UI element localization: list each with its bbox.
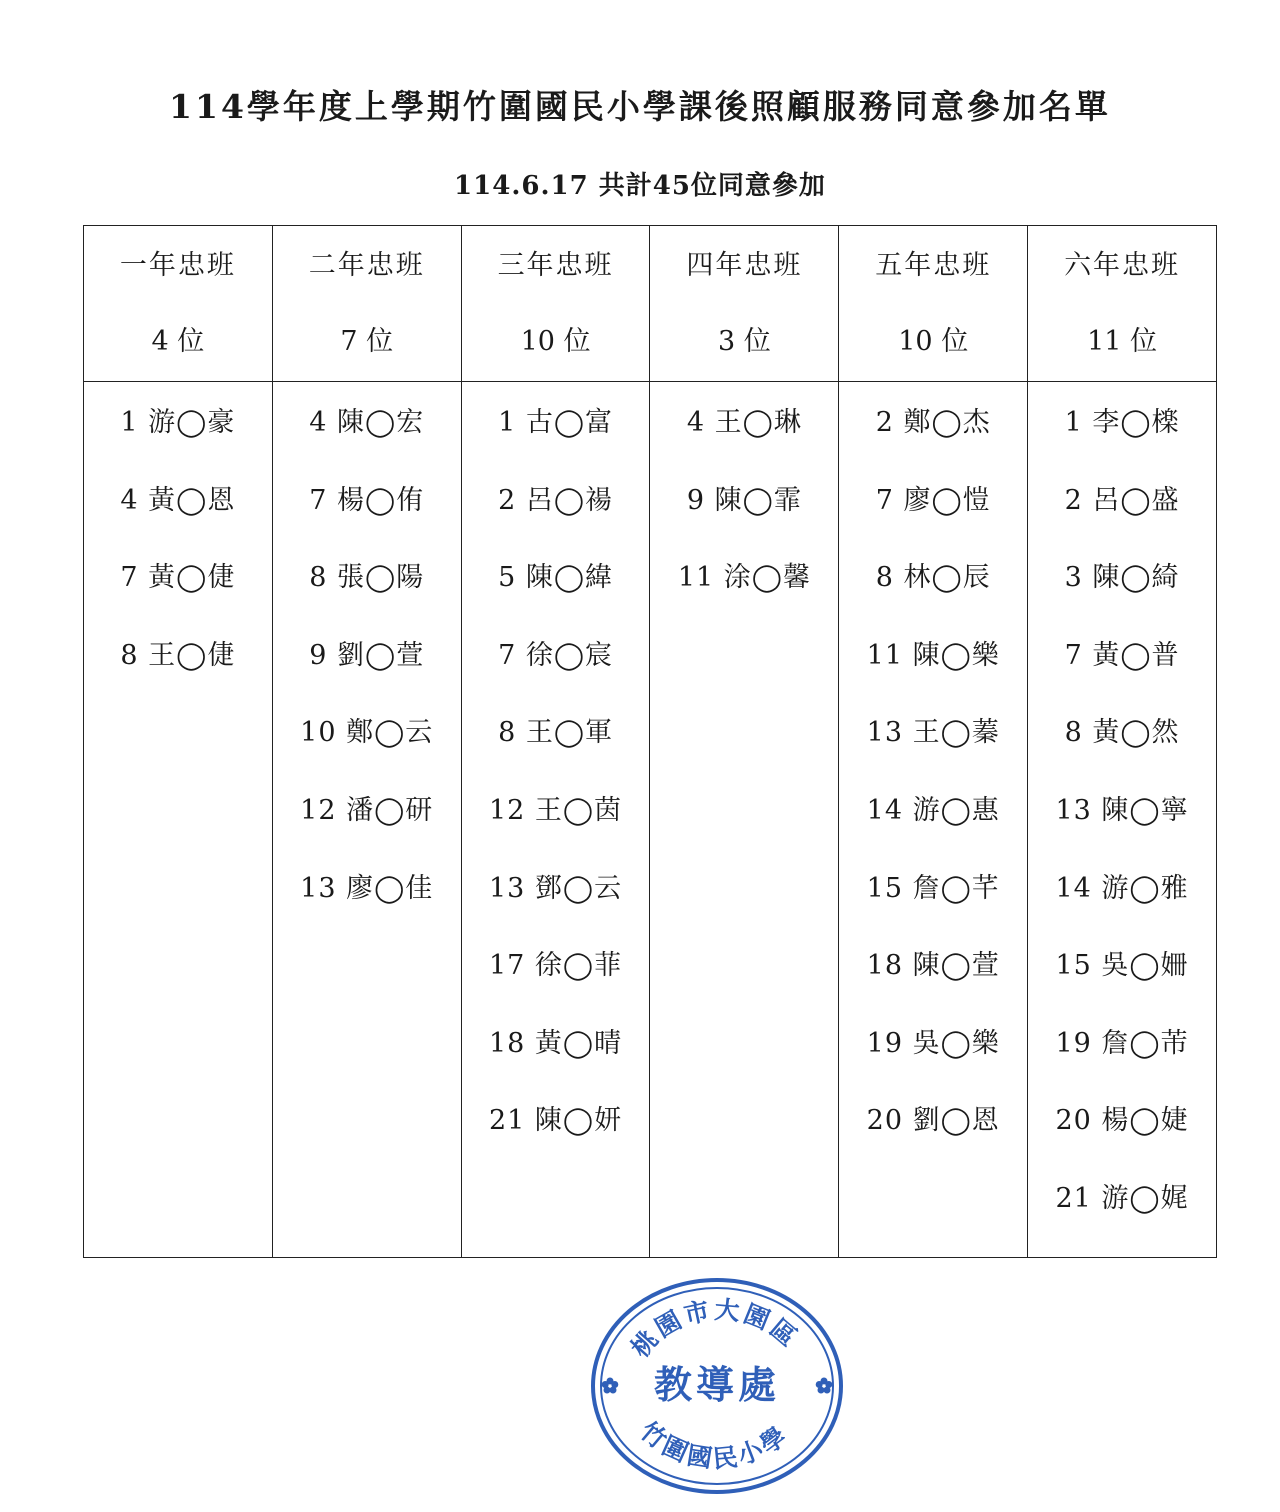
student-entry: 1 游◯豪 [120, 407, 236, 438]
student-entry: 13 王◯蓁 [866, 717, 1000, 749]
student-entry: 12 潘◯研 [300, 794, 434, 826]
student-entry: 7 黃◯普 [1064, 639, 1180, 671]
student-entry: 21 游◯娓 [1055, 1182, 1189, 1214]
class-header-4 [650, 226, 839, 382]
student-entry: 19 吳◯樂 [866, 1027, 1000, 1059]
plum-blossom-icon [602, 1378, 619, 1394]
plum-blossom-icon [816, 1378, 833, 1394]
roster-body-row [84, 382, 1217, 1258]
student-entry: 7 楊◯侑 [309, 484, 425, 516]
student-entry: 8 王◯軍 [498, 717, 614, 749]
student-entry: 2 呂◯禓 [498, 484, 614, 516]
student-list [273, 382, 461, 946]
student-entry: 8 張◯陽 [309, 562, 425, 594]
student-entry: 3 陳◯綺 [1064, 562, 1180, 594]
document-subtitle: 114.6.17 共計45位同意參加 [454, 171, 826, 201]
class-header-1 [84, 226, 273, 382]
student-entry: 20 劉◯恩 [866, 1105, 1000, 1137]
class-students-4 [650, 382, 839, 1258]
student-entry: 13 廖◯佳 [300, 872, 434, 904]
student-entry: 5 陳◯緯 [498, 562, 614, 594]
student-entry: 15 詹◯芊 [866, 872, 1000, 904]
class-students-5 [839, 382, 1028, 1258]
student-list [462, 382, 650, 1179]
student-entry: 2 呂◯盛 [1064, 484, 1180, 516]
student-entry: 11 涂◯馨 [677, 562, 811, 594]
seal-center-text: 教導處 [653, 1362, 781, 1407]
class-name: 二年忠班 [308, 250, 425, 281]
class-name: 六年忠班 [1064, 250, 1181, 281]
class-students-6 [1028, 382, 1217, 1258]
class-count: 10 位 [898, 326, 969, 357]
student-entry: 14 游◯惠 [866, 794, 1000, 826]
seal-top-text: 桃園市大園區 [625, 1294, 805, 1363]
class-count: 7 位 [340, 326, 394, 357]
roster-header-row [84, 226, 1217, 382]
student-entry: 1 古◯富 [498, 407, 614, 438]
student-entry: 13 陳◯寧 [1055, 794, 1189, 826]
student-entry: 10 鄭◯云 [300, 717, 434, 749]
class-name: 三年忠班 [497, 250, 614, 281]
school-seal-stamp [588, 1272, 846, 1500]
class-students-1 [84, 382, 273, 1258]
student-entry: 7 廖◯愷 [875, 484, 991, 516]
student-entry: 1 李◯檪 [1064, 407, 1180, 438]
student-entry: 9 陳◯霏 [686, 484, 802, 516]
student-entry: 15 吳◯姍 [1055, 950, 1189, 982]
student-entry: 7 黃◯倢 [120, 562, 236, 594]
student-entry: 19 詹◯芾 [1055, 1027, 1189, 1059]
class-count: 10 位 [520, 326, 591, 357]
student-entry: 7 徐◯宸 [498, 639, 614, 671]
student-entry: 4 王◯琳 [686, 407, 802, 438]
roster-table [83, 225, 1217, 1258]
class-header-6 [1028, 226, 1217, 382]
student-entry: 18 黃◯晴 [488, 1027, 623, 1059]
class-header-2 [272, 226, 461, 382]
class-header-3 [461, 226, 650, 382]
class-name: 五年忠班 [875, 250, 992, 281]
class-count: 3 位 [718, 326, 771, 357]
student-list [650, 382, 838, 636]
student-entry: 13 鄧◯云 [488, 872, 623, 904]
document-title: 114學年度上學期竹圍國民小學課後照顧服務同意參加名單 [169, 87, 1111, 126]
student-list [839, 382, 1027, 1179]
seal-bottom-text: 竹圍國民小學 [634, 1416, 795, 1474]
student-entry: 11 陳◯樂 [866, 639, 1000, 671]
student-entry: 8 王◯倢 [120, 639, 236, 671]
class-name: 一年忠班 [119, 250, 236, 281]
student-entry: 4 陳◯宏 [309, 407, 425, 438]
student-entry: 2 鄭◯杰 [875, 407, 991, 438]
class-students-3 [461, 382, 650, 1258]
class-header-5 [839, 226, 1028, 382]
class-count: 4 位 [151, 326, 205, 357]
student-entry: 8 黃◯然 [1064, 717, 1180, 749]
student-entry: 14 游◯雅 [1055, 872, 1189, 904]
seal-graphic [593, 1280, 841, 1492]
student-entry: 17 徐◯菲 [488, 950, 623, 982]
student-entry: 20 楊◯婕 [1055, 1105, 1189, 1137]
student-entry: 9 劉◯萱 [309, 639, 425, 671]
student-entry: 4 黃◯恩 [120, 484, 236, 516]
class-students-2 [272, 382, 461, 1258]
class-name: 四年忠班 [686, 250, 803, 281]
student-entry: 21 陳◯妍 [488, 1105, 623, 1137]
student-list [84, 382, 272, 713]
student-entry: 12 王◯茵 [488, 794, 623, 826]
class-count: 11 位 [1087, 326, 1158, 357]
student-entry: 18 陳◯萱 [866, 950, 1000, 982]
student-entry: 8 林◯辰 [875, 562, 991, 594]
student-list [1028, 382, 1216, 1257]
